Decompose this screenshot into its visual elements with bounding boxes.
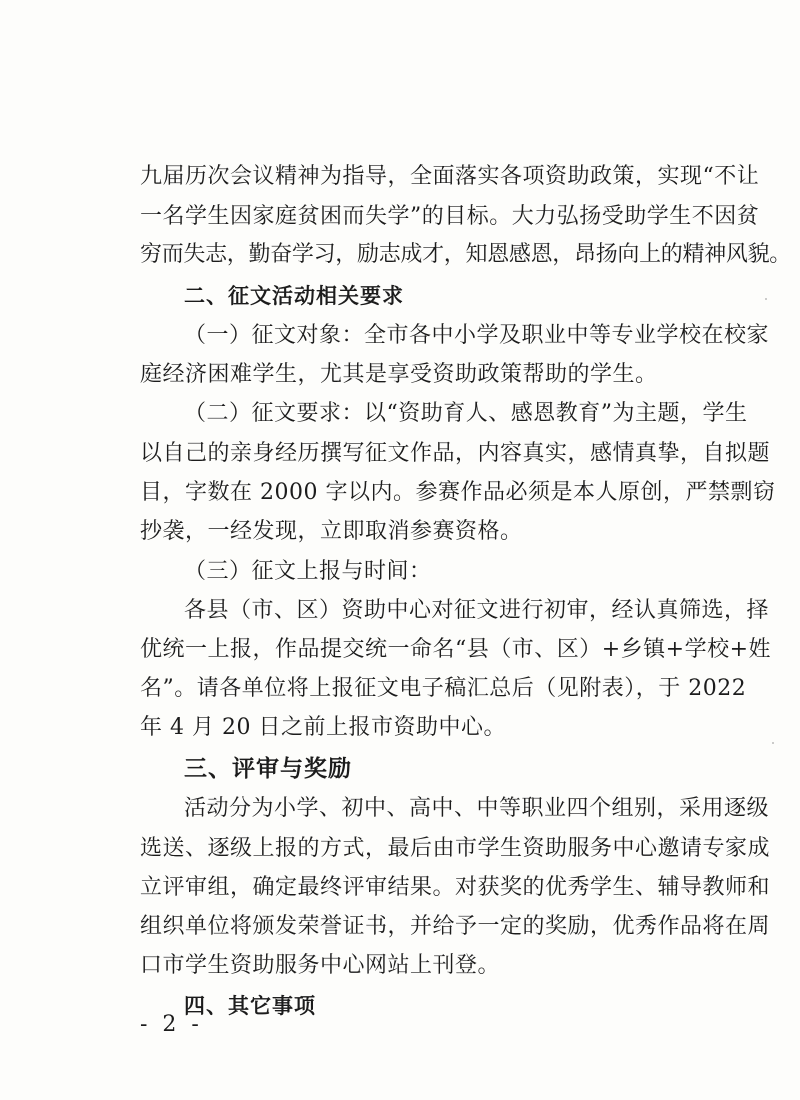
- section2-item1-line-1: （一）征文对象：全市各中小学及职业中等专业学校在校家: [184, 323, 770, 348]
- section3-heading: 三、评审与奖励: [184, 756, 352, 782]
- section3-line-5: 口市学生资助服务中心网站上刊登。: [140, 953, 501, 978]
- section3-line-1: 活动分为小学、初中、高中、中等职业四个组别，采用逐级: [184, 796, 770, 821]
- section2-item2-line-3: 目，字数在 2000 字以内。参赛作品必须是本人原创，严禁剽窃: [140, 480, 776, 505]
- intro-line-1: 九届历次会议精神为指导，全面落实各项资助政策，实现“不让: [140, 164, 760, 189]
- section4-heading: 四、其它事项: [184, 994, 316, 1018]
- scan-speck: [772, 742, 774, 744]
- page-number: - 2 -: [140, 1012, 203, 1037]
- section2-item2-line-4: 抄袭，一经发现，立即取消参赛资格。: [140, 519, 523, 544]
- intro-line-2: 一名学生因家庭贫困而失学”的目标。大力弘扬受助学生不因贫: [140, 204, 760, 229]
- section3-line-2: 选送、逐级上报的方式，最后由市学生资助服务中心邀请专家成: [140, 836, 771, 861]
- section2-item3-line-3: 名”。请各单位将上报征文电子稿汇总后（见附表），于 2022: [140, 676, 747, 701]
- scan-speck: [765, 298, 767, 300]
- section2-item3-line-1: 各县（市、区）资助中心对征文进行初审，经认真筛选，择: [184, 598, 770, 623]
- section2-heading: 二、征文活动相关要求: [184, 284, 404, 308]
- intro-line-3: 穷而失志，勤奋学习，励志成才，知恩感恩，昂扬向上的精神风貌。: [140, 242, 792, 267]
- section2-item3-title: （三）征文上报与时间：: [184, 559, 432, 584]
- section2-item1-line-2: 庭经济困难学生，尤其是享受资助政策帮助的学生。: [140, 362, 658, 387]
- section3-line-3: 立评审组，确定最终评审结果。对获奖的优秀学生、辅导教师和: [140, 875, 771, 900]
- section2-item3-line-4: 年 4 月 20 日之前上报市资助中心。: [140, 715, 506, 740]
- section2-item3-line-2: 优统一上报，作品提交统一命名“县（市、区）+乡镇+学校+姓: [140, 637, 772, 662]
- section2-item2-line-2: 以自己的亲身经历撰写征文作品，内容真实，感情真挚，自拟题: [140, 441, 771, 466]
- section2-item2-line-1: （二）征文要求：以“资助育人、感恩教育”为主题，学生: [184, 401, 748, 426]
- section3-line-4: 组织单位将颁发荣誉证书，并给予一定的奖励，优秀作品将在周: [140, 914, 771, 939]
